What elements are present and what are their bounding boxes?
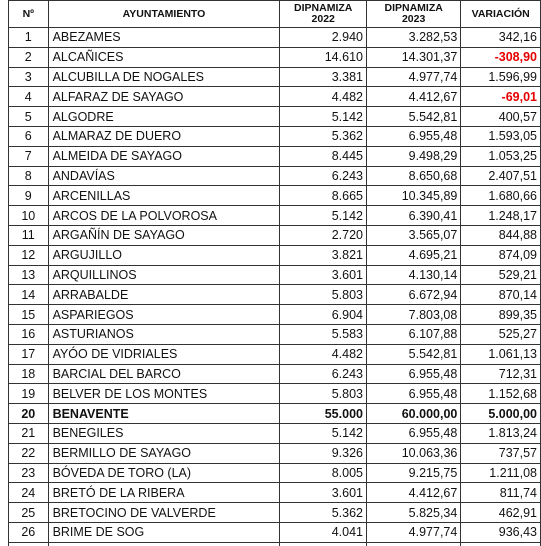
row-number-cell: 10 (9, 206, 49, 226)
dipnamiza-2022-cell: 6.243 (280, 364, 367, 384)
municipality-cell: ABEZAMES (48, 28, 280, 48)
dipnamiza-2023-cell: 10.345,89 (366, 186, 460, 206)
municipality-cell: ASPARIEGOS (48, 305, 280, 325)
municipality-cell: BRIME DE SOG (48, 522, 280, 542)
variation-cell (461, 542, 541, 546)
municipality-cell: ARCOS DE LA POLVOROSA (48, 206, 280, 226)
dipnamiza-2023-cell: 60.000,00 (366, 404, 460, 424)
row-number-cell: 13 (9, 265, 49, 285)
municipality-cell: ALGODRE (48, 107, 280, 127)
municipality-cell: ARCENILLAS (48, 186, 280, 206)
table-row (9, 324, 541, 344)
dipnamiza-2022-cell: 8.445 (280, 146, 367, 166)
dipnamiza-2023-cell: 5.542,81 (366, 344, 460, 364)
variation-cell: 1.211,08 (461, 463, 541, 483)
variation-cell: -69,01 (461, 87, 541, 107)
table-row (9, 87, 541, 107)
municipality-cell: BENAVENTE (48, 404, 280, 424)
variation-cell: 874,09 (461, 245, 541, 265)
row-number-cell: 15 (9, 305, 49, 325)
dipnamiza-2023-cell: 6.955,48 (366, 423, 460, 443)
subsidy-table (8, 0, 541, 546)
row-number-cell: 20 (9, 404, 49, 424)
row-number-cell: 17 (9, 344, 49, 364)
dipnamiza-2023-cell: 4.977,74 (366, 522, 460, 542)
dipnamiza-2023-cell: 6.955,48 (366, 364, 460, 384)
dipnamiza-2022-cell: 3.601 (280, 483, 367, 503)
dipnamiza-2022-cell: 2.940 (280, 28, 367, 48)
table-row (9, 542, 541, 546)
row-number-cell: 19 (9, 384, 49, 404)
municipality-cell: ARQUILLINOS (48, 265, 280, 285)
municipality-cell: ARGUJILLO (48, 245, 280, 265)
dipnamiza-2022-cell: 3.601 (280, 265, 367, 285)
dipnamiza-2022-cell: 3.381 (280, 67, 367, 87)
municipality-cell: ARGAÑÍN DE SAYAGO (48, 225, 280, 245)
municipality-cell: ALFARAZ DE SAYAGO (48, 87, 280, 107)
dipnamiza-2023-cell: 7.803,08 (366, 305, 460, 325)
municipality-cell: ARRABALDE (48, 285, 280, 305)
row-number-cell: 18 (9, 364, 49, 384)
dipnamiza-2022-cell: 14.610 (280, 47, 367, 67)
variation-cell: 712,31 (461, 364, 541, 384)
row-number-cell: 6 (9, 126, 49, 146)
variation-cell: 400,57 (461, 107, 541, 127)
row-number-cell: 16 (9, 324, 49, 344)
table-row (9, 404, 541, 424)
dipnamiza-2023-cell: 6.390,41 (366, 206, 460, 226)
dipnamiza-2022-cell (280, 542, 367, 546)
table-row (9, 225, 541, 245)
table-row (9, 107, 541, 127)
dipnamiza-2023-cell: 3.565,07 (366, 225, 460, 245)
dipnamiza-2023-cell: 14.301,37 (366, 47, 460, 67)
dipnamiza-2023-cell: 4.130,14 (366, 265, 460, 285)
variation-cell: 936,43 (461, 522, 541, 542)
variation-cell: 1.053,25 (461, 146, 541, 166)
table-row (9, 522, 541, 542)
table-row (9, 206, 541, 226)
dipnamiza-2023-cell: 6.107,88 (366, 324, 460, 344)
table-row (9, 463, 541, 483)
dipnamiza-2023-cell: 9.498,29 (366, 146, 460, 166)
table-row (9, 126, 541, 146)
header-ayuntamiento: AYUNTAMIENTO (48, 1, 280, 28)
table-row (9, 384, 541, 404)
municipality-cell: ASTURIANOS (48, 324, 280, 344)
dipnamiza-2022-cell: 4.482 (280, 344, 367, 364)
table-row (9, 364, 541, 384)
row-number-cell: 14 (9, 285, 49, 305)
row-number-cell: 2 (9, 47, 49, 67)
dipnamiza-2022-cell: 5.362 (280, 503, 367, 523)
variation-cell: 1.813,24 (461, 423, 541, 443)
row-number-cell: 9 (9, 186, 49, 206)
dipnamiza-2023-cell: 10.063,36 (366, 443, 460, 463)
header-dipnamiza-label: DIPNAMIZA (384, 2, 443, 14)
dipnamiza-2022-cell: 4.041 (280, 522, 367, 542)
variation-cell: 2.407,51 (461, 166, 541, 186)
dipnamiza-2022-cell: 5.142 (280, 423, 367, 443)
variation-cell: 1.593,05 (461, 126, 541, 146)
table-row (9, 503, 541, 523)
header-variacion: VARIACIÓN (461, 1, 541, 28)
dipnamiza-2023-cell: 3.282,53 (366, 28, 460, 48)
dipnamiza-2022-cell: 5.142 (280, 107, 367, 127)
header-dipnamiza-2022 (280, 1, 367, 28)
table-row (9, 186, 541, 206)
municipality-cell: BÓVEDA DE TORO (LA) (48, 463, 280, 483)
table-row (9, 285, 541, 305)
table-row (9, 423, 541, 443)
municipality-cell: BRETOCINO DE VALVERDE (48, 503, 280, 523)
row-number-cell: 8 (9, 166, 49, 186)
row-number-cell: 5 (9, 107, 49, 127)
variation-cell: 525,27 (461, 324, 541, 344)
dipnamiza-2023-cell: 6.955,48 (366, 126, 460, 146)
row-number-cell: 1 (9, 28, 49, 48)
variation-cell: 737,57 (461, 443, 541, 463)
row-number-cell: 25 (9, 503, 49, 523)
variation-cell: -308,90 (461, 47, 541, 67)
dipnamiza-2022-cell: 4.482 (280, 87, 367, 107)
variation-cell: 844,88 (461, 225, 541, 245)
row-number-cell: 21 (9, 423, 49, 443)
dipnamiza-2022-cell: 5.803 (280, 285, 367, 305)
table-row (9, 67, 541, 87)
dipnamiza-2022-cell: 55.000 (280, 404, 367, 424)
dipnamiza-2022-cell: 8.665 (280, 186, 367, 206)
dipnamiza-2022-cell: 9.326 (280, 443, 367, 463)
row-number-cell: 7 (9, 146, 49, 166)
dipnamiza-2023-cell: 5.825,34 (366, 503, 460, 523)
row-number-cell: 24 (9, 483, 49, 503)
municipality-cell: ALMEIDA DE SAYAGO (48, 146, 280, 166)
municipality-cell: ALCAÑICES (48, 47, 280, 67)
row-number-cell: 26 (9, 522, 49, 542)
table-row (9, 483, 541, 503)
header-year-2022: 2022 (311, 13, 335, 25)
dipnamiza-2023-cell: 4.695,21 (366, 245, 460, 265)
row-number-cell: 12 (9, 245, 49, 265)
municipality-cell: BARCIAL DEL BARCO (48, 364, 280, 384)
header-num: Nº (9, 1, 49, 28)
dipnamiza-2023-cell: 8.650,68 (366, 166, 460, 186)
row-number-cell: 22 (9, 443, 49, 463)
dipnamiza-2022-cell: 5.803 (280, 384, 367, 404)
variation-cell: 1.152,68 (461, 384, 541, 404)
dipnamiza-2022-cell: 6.243 (280, 166, 367, 186)
table-row (9, 305, 541, 325)
table-row (9, 146, 541, 166)
table-row (9, 443, 541, 463)
header-dipnamiza-label: DIPNAMIZA (294, 2, 353, 14)
dipnamiza-2022-cell: 8.005 (280, 463, 367, 483)
municipality-cell: BENEGILES (48, 423, 280, 443)
variation-cell: 1.596,99 (461, 67, 541, 87)
row-number-cell: 11 (9, 225, 49, 245)
dipnamiza-2023-cell: 6.955,48 (366, 384, 460, 404)
dipnamiza-2022-cell: 5.142 (280, 206, 367, 226)
variation-cell: 342,16 (461, 28, 541, 48)
municipality-cell: ALCUBILLA DE NOGALES (48, 67, 280, 87)
table-row (9, 245, 541, 265)
dipnamiza-2022-cell: 2.720 (280, 225, 367, 245)
dipnamiza-2023-cell: 4.412,67 (366, 87, 460, 107)
variation-cell: 870,14 (461, 285, 541, 305)
dipnamiza-2022-cell: 5.362 (280, 126, 367, 146)
dipnamiza-2023-cell (366, 542, 460, 546)
municipality-cell: AYÓO DE VIDRIALES (48, 344, 280, 364)
row-number-cell (9, 542, 49, 546)
header-year-2023: 2023 (401, 13, 426, 25)
table-row (9, 344, 541, 364)
table-row (9, 28, 541, 48)
municipality-cell: BRETÓ DE LA RIBERA (48, 483, 280, 503)
variation-cell: 462,91 (461, 503, 541, 523)
municipality-cell: ALMARAZ DE DUERO (48, 126, 280, 146)
header-row (9, 1, 541, 28)
dipnamiza-2022-cell: 5.583 (280, 324, 367, 344)
variation-cell: 811,74 (461, 483, 541, 503)
table-row (9, 166, 541, 186)
table-row (9, 47, 541, 67)
municipality-cell: BELVER DE LOS MONTES (48, 384, 280, 404)
row-number-cell: 3 (9, 67, 49, 87)
variation-cell: 1.061,13 (461, 344, 541, 364)
header-dipnamiza-2023 (366, 1, 460, 28)
dipnamiza-2023-cell: 4.977,74 (366, 67, 460, 87)
variation-cell: 899,35 (461, 305, 541, 325)
variation-cell: 529,21 (461, 265, 541, 285)
dipnamiza-2023-cell: 6.672,94 (366, 285, 460, 305)
dipnamiza-2023-cell: 9.215,75 (366, 463, 460, 483)
municipality-cell: BERMILLO DE SAYAGO (48, 443, 280, 463)
variation-cell: 5.000,00 (461, 404, 541, 424)
row-number-cell: 23 (9, 463, 49, 483)
table-row (9, 265, 541, 285)
row-number-cell: 4 (9, 87, 49, 107)
dipnamiza-2023-cell: 5.542,81 (366, 107, 460, 127)
municipality-cell (48, 542, 280, 546)
dipnamiza-2022-cell: 3.821 (280, 245, 367, 265)
municipality-cell: ANDAVÍAS (48, 166, 280, 186)
variation-cell: 1.680,66 (461, 186, 541, 206)
table-body (9, 28, 541, 546)
dipnamiza-2023-cell: 4.412,67 (366, 483, 460, 503)
variation-cell: 1.248,17 (461, 206, 541, 226)
dipnamiza-2022-cell: 6.904 (280, 305, 367, 325)
